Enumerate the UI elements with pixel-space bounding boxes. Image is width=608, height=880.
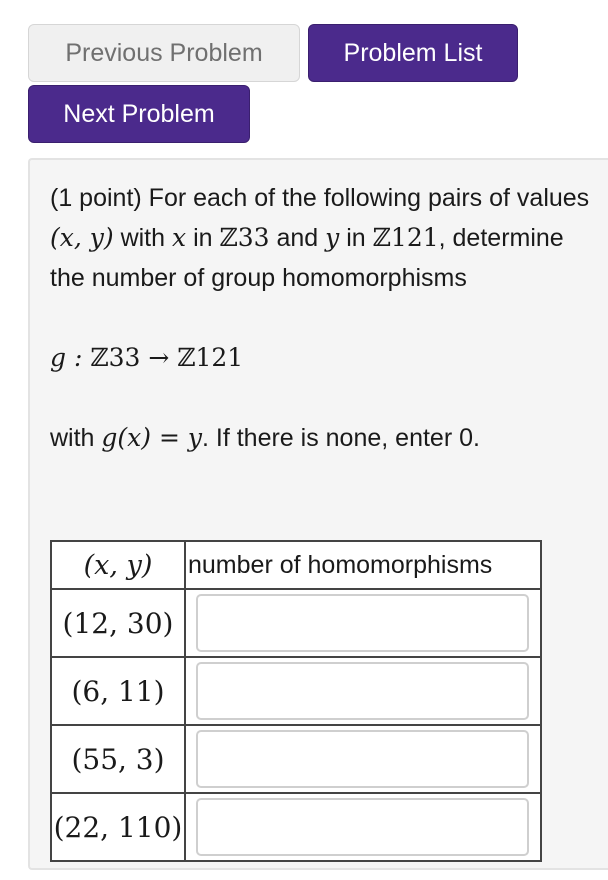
in-text-1: in <box>193 224 213 252</box>
table-header-row <box>51 541 541 589</box>
and-text: and <box>276 224 319 252</box>
domain-modulus: 33 <box>108 343 141 372</box>
header-count: number of homomorphisms <box>185 541 541 589</box>
with-text: with <box>120 224 166 252</box>
answer-input-1[interactable] <box>196 594 529 652</box>
map-name: g : <box>50 343 91 372</box>
table-row <box>51 589 541 657</box>
intro-end-text: , determine the number of group homomorphisms <box>50 224 564 292</box>
domain-symbol: ℤ <box>90 343 109 372</box>
condition-rest: . If there is none, enter 0. <box>202 424 480 452</box>
pair-cell: (6, 11) <box>51 657 185 725</box>
condition-expression: g(x) = y <box>101 423 202 452</box>
answer-input-2[interactable] <box>196 662 529 720</box>
in-text-2: in <box>346 224 366 252</box>
pair-cell: (55, 3) <box>51 725 185 793</box>
pair-variable: (x, y) <box>50 223 114 252</box>
nav-row-top <box>28 24 518 82</box>
next-problem-button[interactable]: Next Problem <box>28 85 250 143</box>
arrow-symbol: → <box>140 343 178 372</box>
header-pair: (x, y) <box>51 541 185 589</box>
codomain-modulus: 121 <box>195 343 244 372</box>
pair-cell: (12, 30) <box>51 589 185 657</box>
condition-paragraph <box>50 418 590 458</box>
nav-row-bottom <box>28 85 250 143</box>
y-variable: y <box>325 223 340 252</box>
integers-symbol-2: ℤ <box>372 223 391 252</box>
points-label: (1 point) <box>50 184 142 212</box>
problem-list-button[interactable]: Problem List <box>308 24 518 82</box>
answer-input-3[interactable] <box>196 730 529 788</box>
answer-input-4[interactable] <box>196 798 529 856</box>
modulus-121: 121 <box>390 223 439 252</box>
codomain-symbol: ℤ <box>177 343 196 372</box>
previous-problem-button[interactable]: Previous Problem <box>28 24 300 82</box>
intro-text: For each of the following pairs of values <box>148 184 590 212</box>
table-row <box>51 657 541 725</box>
table-row <box>51 793 541 861</box>
table-row <box>51 725 541 793</box>
x-variable: x <box>172 223 187 252</box>
condition-with: with <box>50 424 95 452</box>
spacer <box>50 298 590 338</box>
problem-panel <box>28 158 608 870</box>
integers-symbol-1: ℤ <box>219 223 238 252</box>
modulus-33: 33 <box>237 223 270 252</box>
map-formula <box>50 338 590 378</box>
intro-paragraph <box>50 178 590 298</box>
spacer-2 <box>50 378 590 418</box>
problem-statement <box>50 178 590 458</box>
answer-table <box>50 540 542 862</box>
pair-cell: (22, 110) <box>51 793 185 861</box>
